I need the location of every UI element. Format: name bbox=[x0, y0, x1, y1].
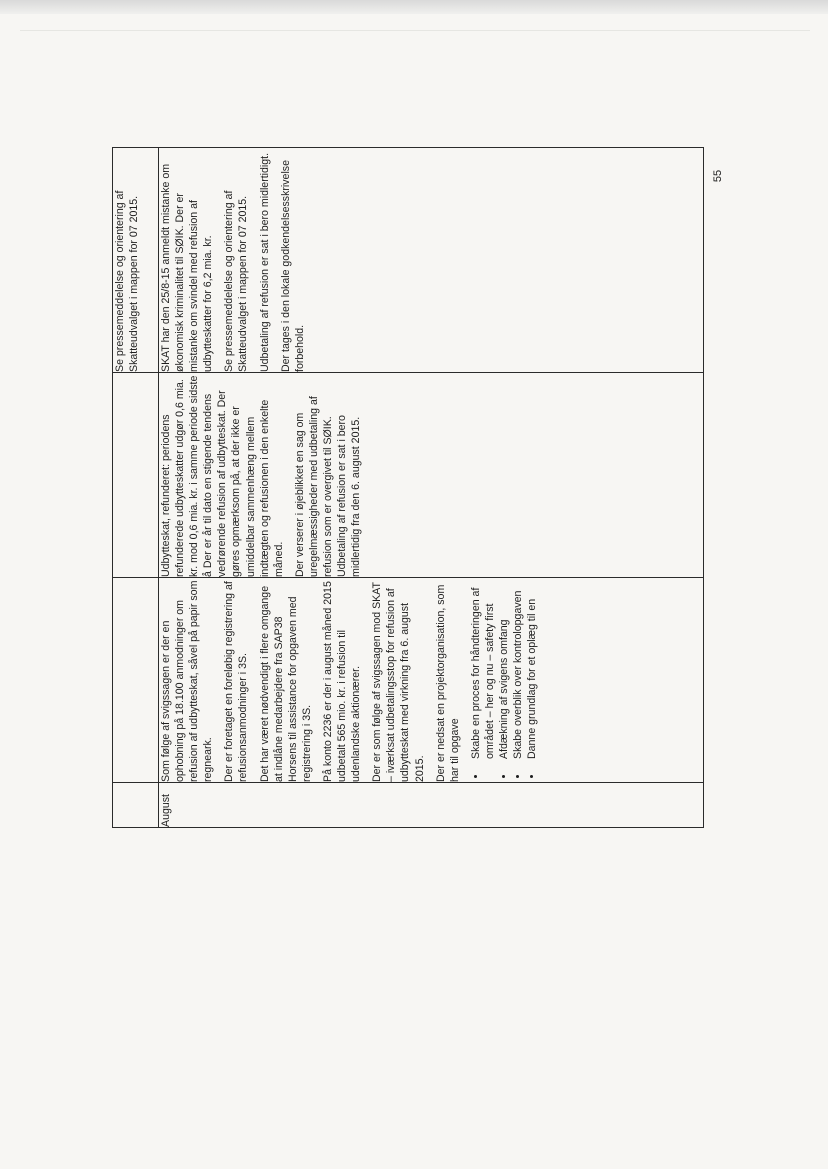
bullet-list bbox=[469, 578, 539, 782]
paragraph: Udbytteskat, refunderet: periodens refunderede udbytteskatter udgør 0,6 mia. kr. mod 0,6 mia. kr. i samme periode sidste å Der er år til dato en stigende tendens vedrørende refusion af udbytteskat. Der gøres opmærksom på, at der ikke er umiddelbar sammenhæng mellem indtægten og refusionen i den enkelte måned. bbox=[160, 375, 285, 577]
paragraph: Der tages i den lokale godkendelsesskrivelse forbehold. bbox=[279, 160, 306, 372]
paragraph: Udbetaling af refusion er sat i bero midlertidigt. bbox=[258, 152, 271, 372]
table-header-row bbox=[113, 148, 159, 828]
list-item: • Danne grundlag for et oplæg til en bbox=[525, 578, 539, 765]
paragraph: Se pressemeddelelse og orientering af Skatteudvalget i mappen for 07 2015. bbox=[223, 190, 250, 372]
actions-cell bbox=[159, 578, 704, 783]
paragraph: På konto 2236 er der i august måned 2015 udbetalt 565 mio. kr. i refusion til udenlandske aktionærer. bbox=[321, 581, 363, 782]
paragraph: Der er foretaget en foreløbig registrering af refusionsanmodninger i 3S. bbox=[223, 581, 250, 782]
scan-edge bbox=[0, 0, 828, 14]
summary-table bbox=[112, 147, 704, 828]
paragraph: SKAT har den 25/8-15 anmeldt mistanke om økonomisk kriminalitet til SØIK. Der er mistanke om svindel med refusion af udbytteskatter for 6,2 mia. kr. bbox=[160, 163, 215, 372]
paragraph: Som følge af svigssagen er der en ophobning på 18.100 anmodninger om refusion af udbytteskat, såvel på papir som regneark. bbox=[160, 580, 215, 782]
header-cell-4: Se pressemeddelelse og orientering af Skatteudvalget i mappen for 07 2015. bbox=[113, 148, 159, 373]
header-cell-2 bbox=[113, 578, 159, 783]
table-row bbox=[159, 148, 704, 828]
paragraph: Der er som følge af svigssagen mod SKAT – iværksat udbetalingsstop for refusion af udbytteskat med virkning fra 6. august 2015. bbox=[371, 582, 426, 782]
header-cell-1 bbox=[113, 783, 159, 828]
list-item: • Afdækning af svigens omfang bbox=[497, 578, 511, 765]
rotated-page bbox=[112, 148, 702, 828]
paragraph: Der verserer i øjeblikket en sag om uregelmæssigheder med udbetaling af refusion som er overgivet til SØIK. Udbetaling af refusion er sat i bero midlertidig fra den 6. august 2015. bbox=[293, 396, 363, 577]
notes-cell bbox=[159, 148, 704, 373]
header-cell-3 bbox=[113, 373, 159, 578]
paragraph: Der er nedsat en projektorganisation, som har til opgave bbox=[434, 584, 461, 782]
accounts-cell bbox=[159, 373, 704, 578]
month-cell: August bbox=[159, 783, 704, 828]
list-item: • Skabe en proces for håndteringen af området – her og nu – safety first bbox=[469, 578, 497, 765]
page-number: 55 bbox=[712, 169, 725, 183]
list-item: • Skabe overblik over kontrolopgaven bbox=[511, 578, 525, 765]
scan-line bbox=[20, 30, 810, 31]
paragraph: Det har været nødvendigt i flere omgange at indlåne medarbejdere fra SAP38 Horsens til assistance for opgaven med registrering i 3S. bbox=[258, 585, 313, 782]
